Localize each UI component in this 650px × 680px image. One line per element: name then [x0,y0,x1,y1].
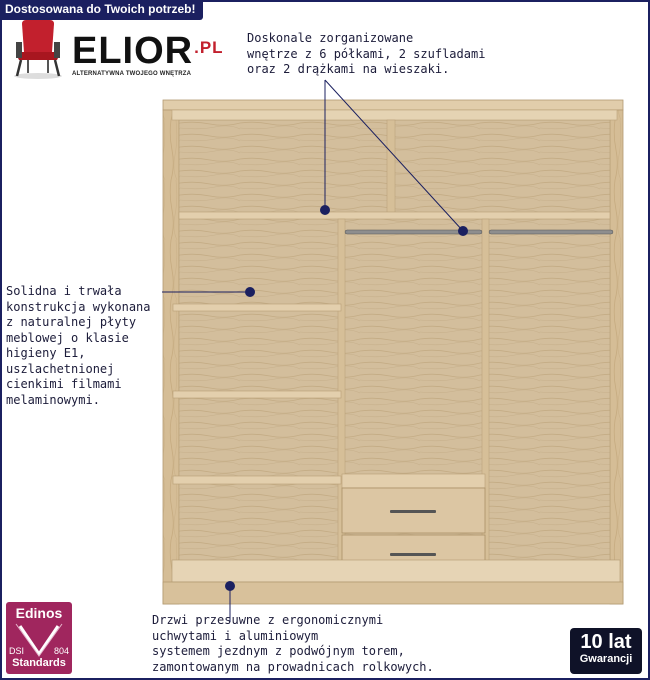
shelf [173,304,341,311]
callout-dot [225,581,235,591]
construction-annotation: Solidna i trwała konstrukcja wykonana z naturalnej płyty meblowej o klasie higieny E1, uszlachetnionej cienkimi filmami melaminowymi. [6,284,151,407]
logo-suffix: .PL [194,38,224,57]
doors-annotation: Drzwi przesuwne z ergonomicznymi uchwytami i aluminiowym systemem jezdnym z podwójnym torem, zamontowanym na prowadnicach rolkowych. [152,613,434,674]
edinos-number: 804 [53,646,69,656]
callout-dot [320,205,330,215]
guarantee-years: 10 lat [580,631,632,653]
edinos-title: Edinos [15,605,63,621]
edinos-dsi: DSI [9,646,25,656]
callout-dot [458,226,468,236]
edinos-badge [6,602,72,674]
logo-name: ELIOR [72,30,194,72]
callout-dot [245,287,255,297]
guarantee-badge [570,628,642,674]
logo-tagline: ALTERNATYWNA TWOJEGO WNĘTRZA [72,71,192,77]
top-banner: Dostosowana do Twoich potrzeb! [0,0,203,20]
guarantee-label: Gwarancji [579,653,633,665]
edinos-standards: Standards [12,657,66,669]
drawer-handle [390,510,436,513]
shelf [173,391,341,398]
interior-annotation: Doskonale zorganizowane wnętrze z 6 półkami, 2 szufladami oraz 2 drążkami na wieszaki. [247,31,486,76]
shelf [173,476,341,484]
drawer-handle [390,553,436,556]
hanging-rail [489,230,613,234]
